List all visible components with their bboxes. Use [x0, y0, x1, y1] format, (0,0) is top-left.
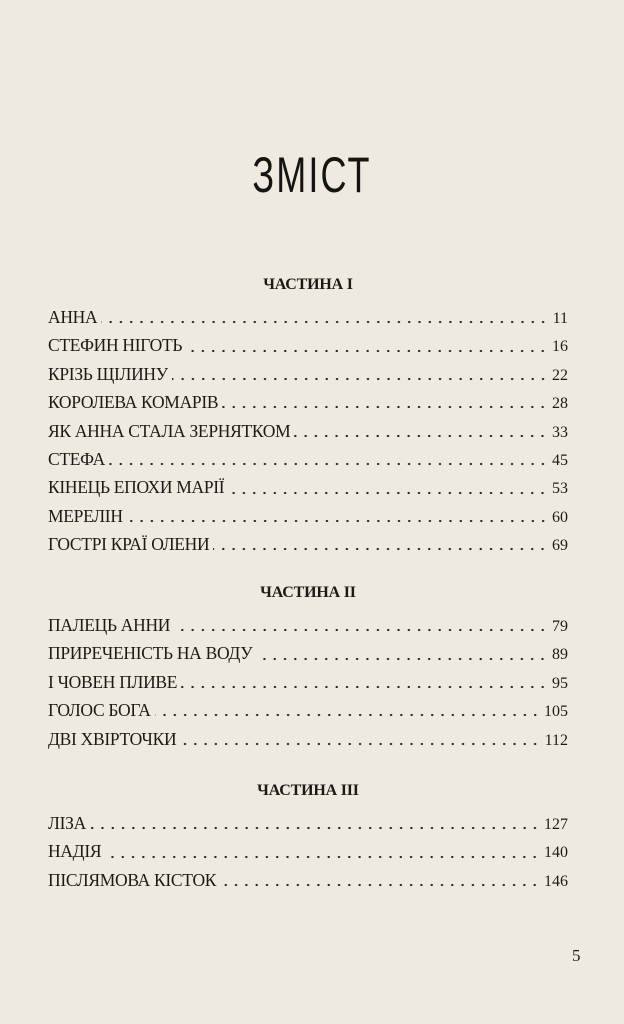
- chapter-page: 95: [552, 674, 568, 692]
- dot-leader: [105, 855, 540, 859]
- chapter-title: ПРИРЕЧЕНІСТЬ НА ВОДУ: [48, 643, 253, 664]
- toc-entry: [48, 668, 568, 696]
- part-1-section: [48, 275, 568, 559]
- part-heading: ЧАСТИНА III: [257, 782, 359, 799]
- chapter-page: 69: [552, 537, 568, 555]
- toc-entry: [48, 866, 568, 894]
- chapter-title: АННА: [48, 307, 98, 327]
- chapter-page: 45: [552, 451, 568, 469]
- chapter-page: 22: [552, 366, 568, 384]
- chapter-title: ЛІЗА: [48, 813, 86, 833]
- chapter-title: ГОСТРІ КРАЇ ОЛЕНИ: [48, 534, 210, 555]
- dot-leader: [155, 713, 540, 717]
- toc-entry: [48, 473, 568, 501]
- chapter-title: І ЧОВЕН ПЛИВЕ: [48, 671, 178, 692]
- dot-leader: [172, 377, 548, 381]
- toc-entry: [48, 388, 568, 416]
- chapter-page: 11: [552, 310, 568, 327]
- dot-leader: [109, 462, 548, 466]
- chapter-page: 146: [544, 872, 568, 890]
- page-number: 5: [572, 946, 581, 965]
- toc-entry: [48, 696, 568, 724]
- chapter-page: 79: [552, 618, 568, 635]
- chapter-title: ГОЛОС БОГА: [48, 700, 151, 721]
- chapter-title: ПІСЛЯМОВА КІСТОК: [48, 869, 217, 890]
- toc-entry: [48, 725, 568, 753]
- chapter-page: 60: [552, 508, 568, 526]
- dot-leader: [294, 434, 548, 438]
- part-2-section: [48, 583, 568, 753]
- dot-leader: [127, 519, 548, 523]
- chapter-title: ЯК АННА СТАЛА ЗЕРНЯТКОМ: [48, 420, 291, 441]
- page-title: ЗМІСТ: [252, 147, 372, 203]
- chapter-title: СТЕФИН НІГОТЬ: [48, 335, 183, 356]
- toc-entry: [48, 360, 568, 388]
- part-heading: ЧАСТИНА II: [260, 584, 356, 601]
- toc-entry: [48, 530, 568, 558]
- dot-leader: [101, 320, 548, 324]
- toc-entry: [48, 611, 568, 639]
- dot-leader: [220, 883, 540, 887]
- part-heading: ЧАСТИНА I: [263, 276, 353, 293]
- chapter-page: 89: [552, 646, 568, 664]
- chapter-page: 33: [552, 423, 568, 441]
- dot-leader: [228, 491, 548, 495]
- toc-entry: [48, 837, 568, 865]
- chapter-title: КОРОЛЕВА КОМАРІВ: [48, 392, 219, 413]
- dot-leader: [186, 349, 548, 353]
- chapter-page: 16: [552, 338, 568, 356]
- dot-leader: [180, 742, 540, 746]
- toc-entry: [48, 331, 568, 359]
- toc-entry: [48, 303, 568, 331]
- chapter-title: КРІЗЬ ЩІЛИНУ: [48, 363, 168, 384]
- toc-entry: [48, 639, 568, 667]
- chapter-title: МЕРЕЛІН: [48, 505, 123, 526]
- dot-leader: [222, 405, 548, 409]
- chapter-page: 140: [544, 844, 568, 862]
- chapter-page: 112: [544, 731, 568, 749]
- chapter-title: КІНЕЦЬ ЕПОХИ МАРІЇ: [48, 477, 225, 498]
- part-3-section: [48, 781, 568, 894]
- dot-leader: [90, 826, 540, 830]
- chapter-title: СТЕФА: [48, 448, 105, 469]
- dot-leader: [256, 657, 548, 661]
- chapter-title: НАДІЯ: [48, 841, 102, 862]
- chapter-title: ДВІ ХВІРТОЧКИ: [48, 728, 177, 749]
- chapter-page: 53: [552, 480, 568, 498]
- chapter-page: 28: [552, 395, 568, 413]
- toc-entry: [48, 445, 568, 473]
- toc-entry: [48, 502, 568, 530]
- toc-entry: [48, 417, 568, 445]
- dot-leader: [181, 685, 548, 689]
- chapter-page: 127: [544, 816, 568, 833]
- dot-leader: [174, 628, 548, 632]
- toc-entry: [48, 809, 568, 837]
- dot-leader: [213, 547, 548, 551]
- chapter-title: ПАЛЕЦЬ АННИ: [48, 615, 171, 635]
- chapter-page: 105: [544, 703, 568, 721]
